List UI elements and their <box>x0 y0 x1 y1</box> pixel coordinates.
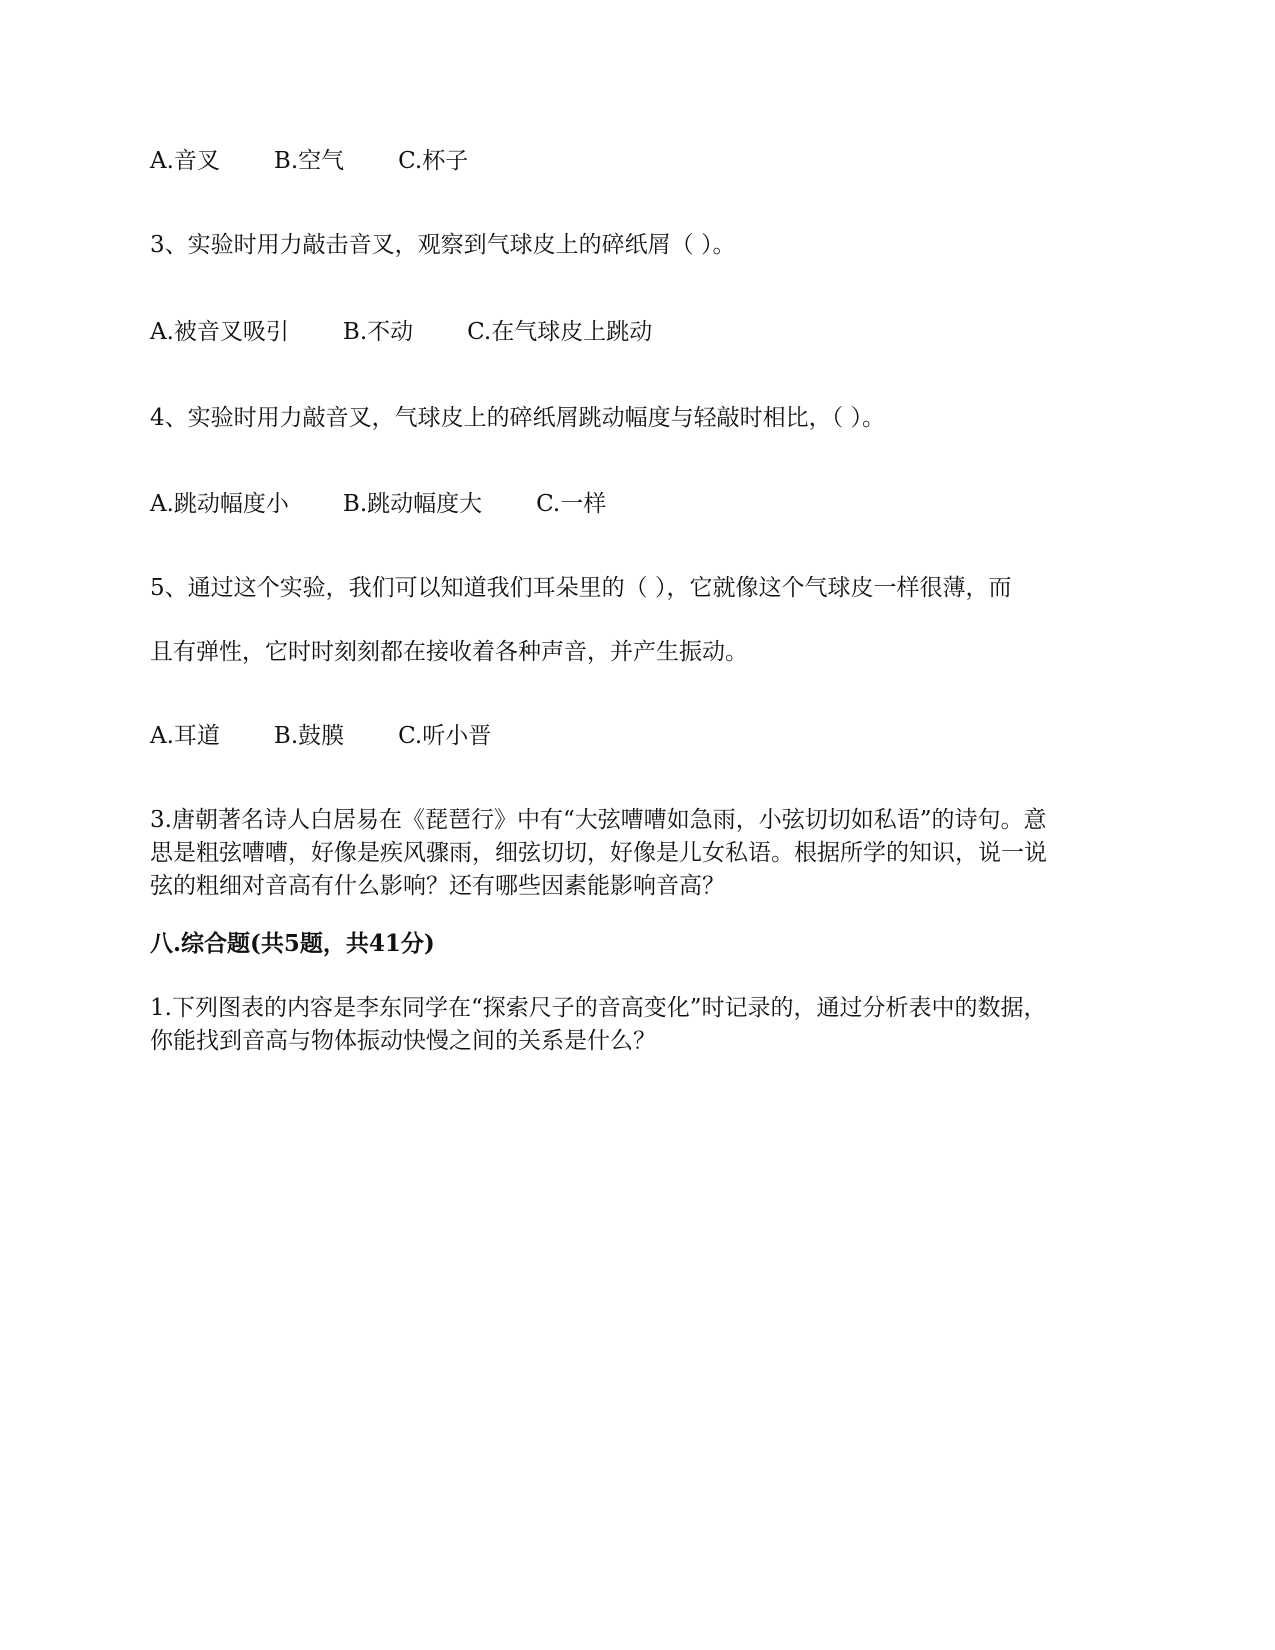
q5-option-c: C.听小晋 <box>398 723 492 749</box>
q4-option-c: C.一样 <box>536 491 607 517</box>
q5-text-line1: 5、通过这个实验，我们可以知道我们耳朵里的（ ），它就像这个气球皮一样很薄，而 <box>150 575 1012 601</box>
q3-options <box>150 316 652 348</box>
q3-option-c: C.在气球皮上跳动 <box>467 319 653 345</box>
short-answer-3-line1: 3.唐朝著名诗人白居易在《琵琶行》中有“大弦嘈嘈如急雨，小弦切切如私语”的诗句。意 <box>150 807 1047 833</box>
q4-option-b: B.跳动幅度大 <box>342 491 483 517</box>
q4-option-a: A.跳动幅度小 <box>150 491 289 517</box>
q2-option-c: C.杯子 <box>398 148 469 174</box>
short-answer-3-line3: 弦的粗细对音高有什么影响？还有哪些因素能影响音高？ <box>150 873 725 899</box>
section8-q1-line2: 你能找到音高与物体振动快慢之间的关系是什么？ <box>150 1028 656 1054</box>
q2-option-a: A.音叉 <box>150 148 220 174</box>
q4-text: 4、实验时用力敲音叉，气球皮上的碎纸屑跳动幅度与轻敲时相比，（ ）。 <box>150 405 885 431</box>
q5-option-a: A.耳道 <box>150 723 220 749</box>
q2-options <box>150 145 468 177</box>
q5-option-b: B.鼓膜 <box>273 723 345 749</box>
q3-option-b: B.不动 <box>342 319 414 345</box>
section8-q1-line1: 1.下列图表的内容是李东同学在“探索尺子的音高变化”时记录的，通过分析表中的数据， <box>150 995 1047 1021</box>
q5-options <box>150 720 491 752</box>
q3-text: 3、实验时用力敲击音叉，观察到气球皮上的碎纸屑（ ）。 <box>150 232 736 258</box>
q4-options <box>150 488 606 520</box>
section-heading: 八.综合题(共5题，共41分) <box>150 930 435 957</box>
q2-option-b: B.空气 <box>273 148 345 174</box>
short-answer-3-line2: 思是粗弦嘈嘈，好像是疾风骤雨，细弦切切，好像是儿女私语。根据所学的知识，说一说 <box>150 840 1047 866</box>
q3-option-a: A.被音叉吸引 <box>150 319 289 345</box>
q5-text-line2: 且有弹性，它时时刻刻都在接收着各种声音，并产生振动。 <box>150 639 748 665</box>
